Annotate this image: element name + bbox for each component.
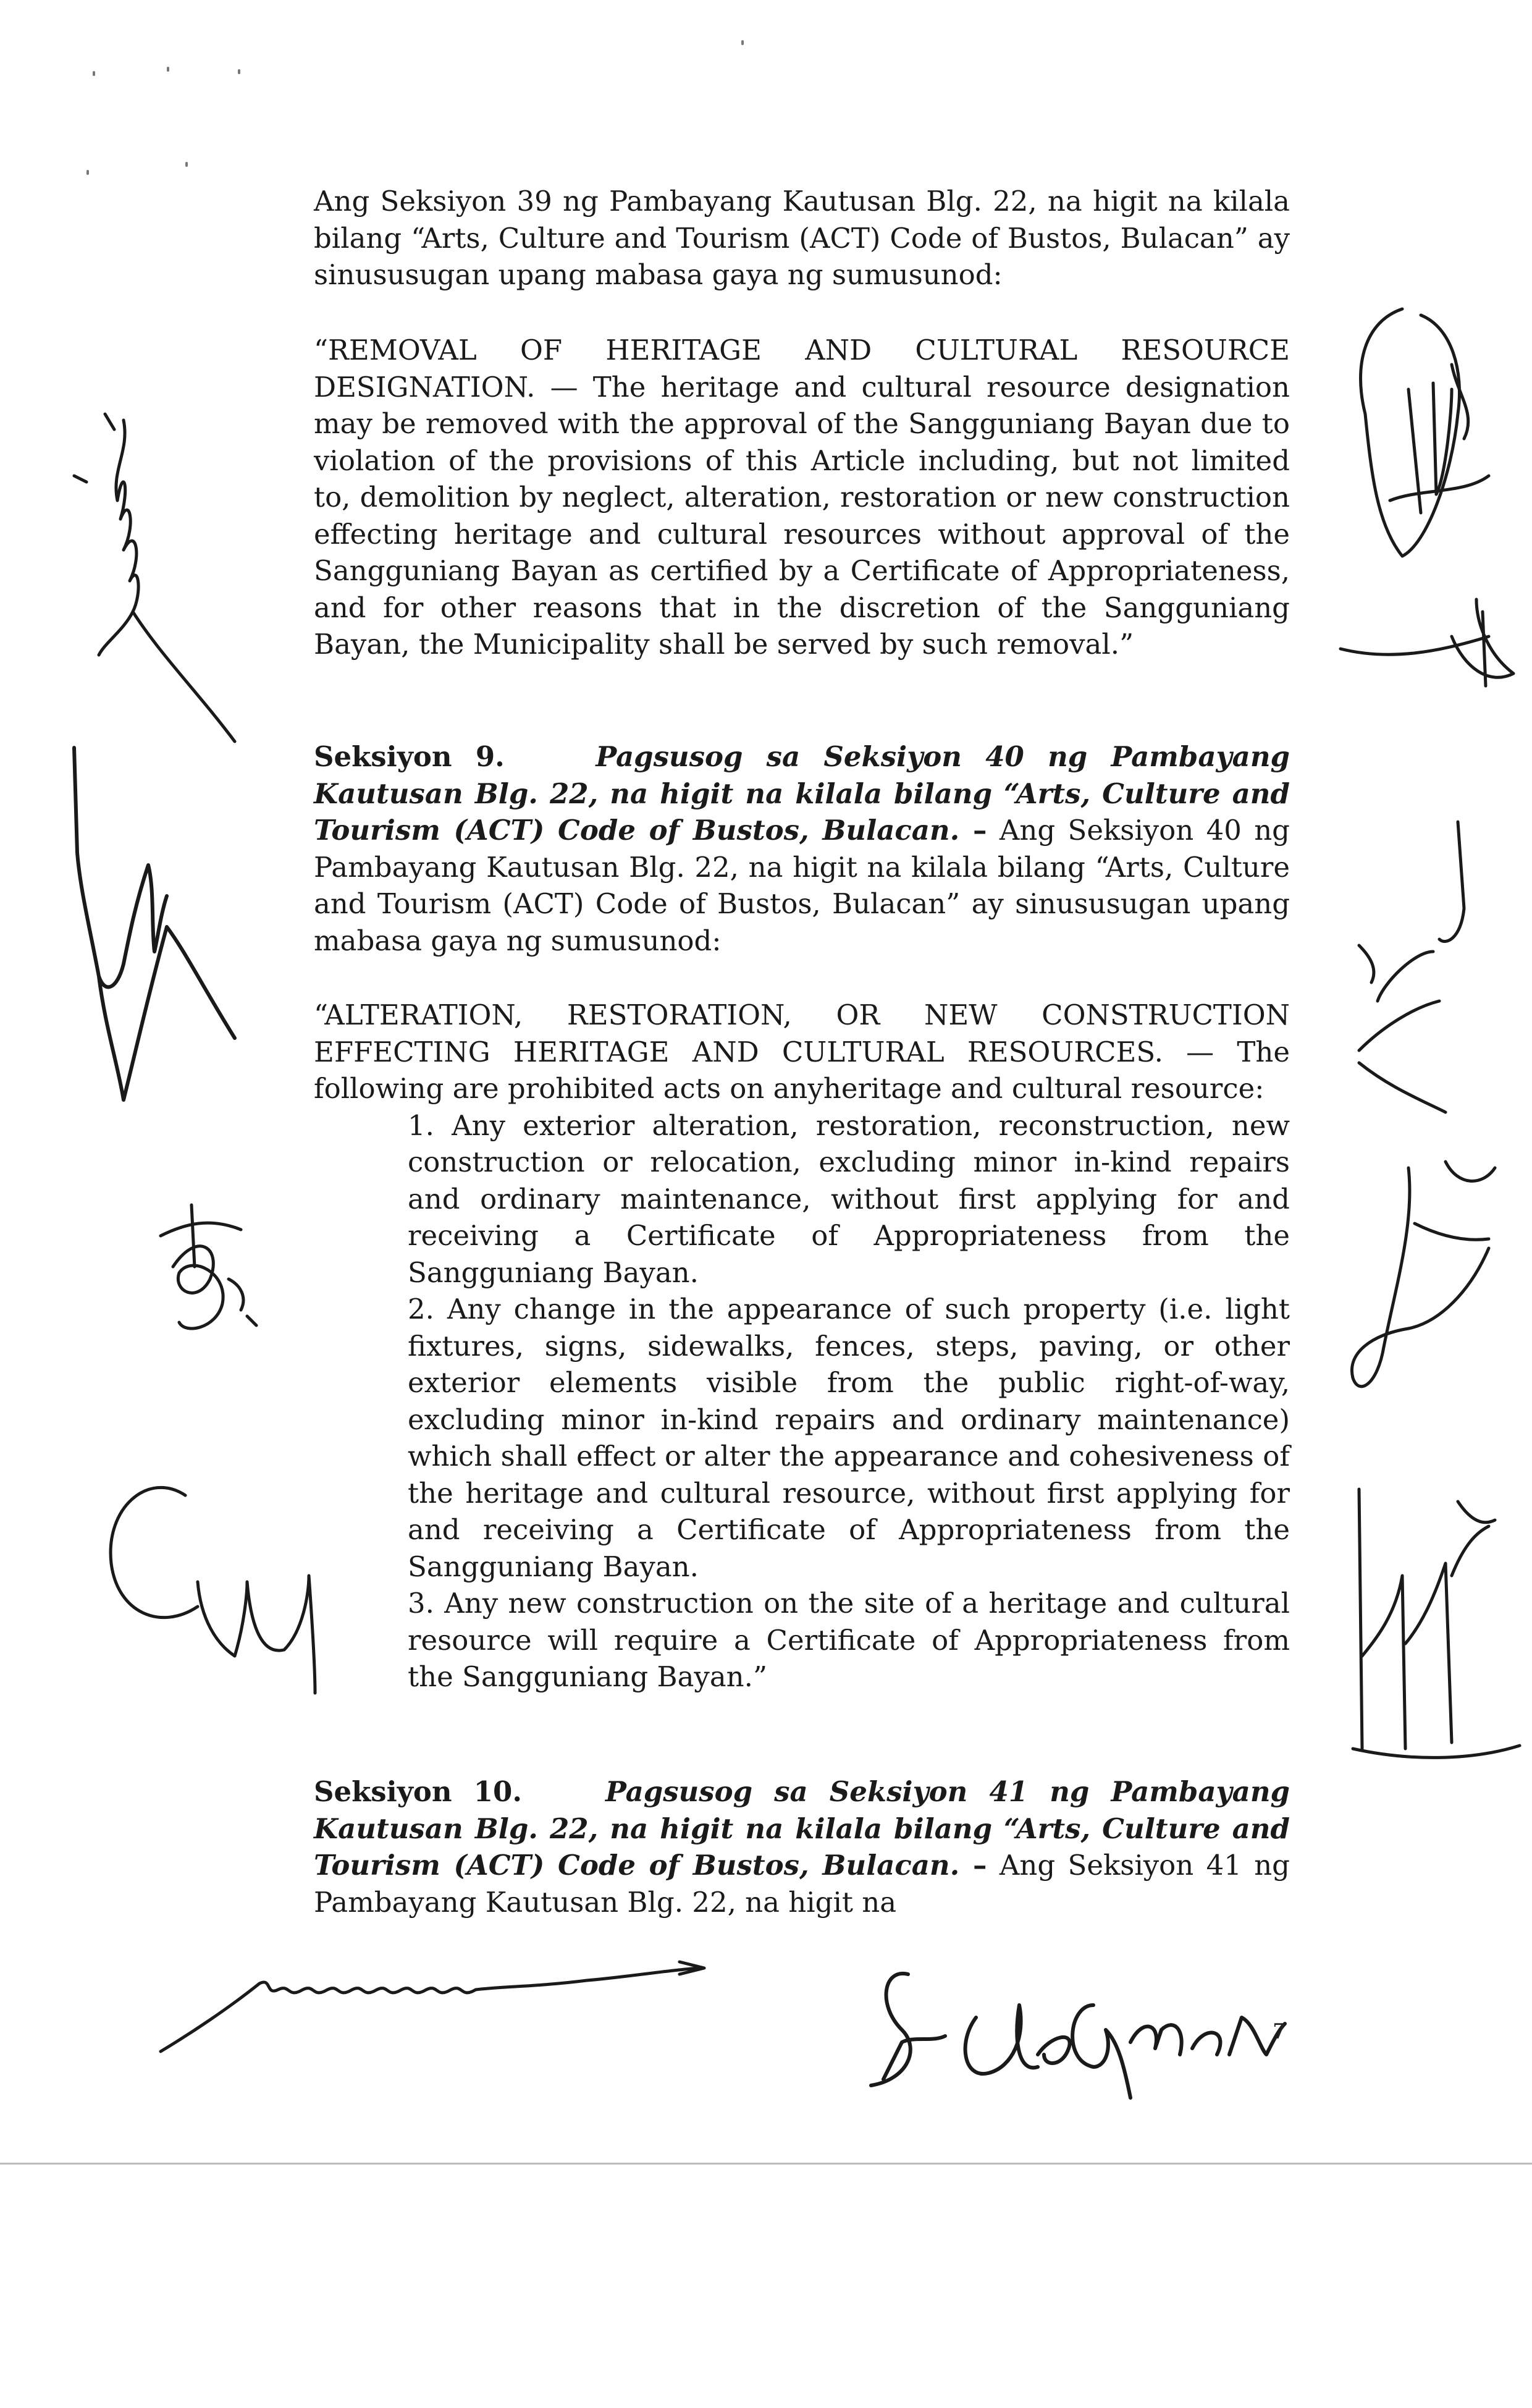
signature-left-1: [37, 395, 247, 754]
intro-paragraph-block: [221, 183, 1290, 294]
signature-right-2: [1322, 803, 1495, 1125]
section9-paragraph: [221, 738, 1290, 959]
scan-speck: [185, 162, 188, 167]
signature-right-1: [1328, 290, 1532, 735]
quote1-block: [221, 332, 1290, 663]
section10-paragraph: [221, 1773, 1290, 1920]
section10-block: [221, 1773, 1290, 1920]
scan-speck: [238, 69, 240, 74]
signature-bottom-wave: [154, 1940, 896, 2064]
section9-body: Ang Seksiyon 40 ng Pambayang Kautusan Blg. 22, na higit na kilala bilang “Arts, Culture and Tourism (ACT) Code of Bustos, Bulacan” ay sinususugan upang mabasa gaya ng sumusunod:: [314, 814, 1290, 957]
scan-speck: [167, 67, 169, 72]
signature-left-2: [62, 729, 241, 1112]
section10-title: Pagsusog sa Seksiyon 41 ng Pambayang Kautusan Blg. 22, na higit na kilala bilang “Arts, Culture and Tourism (ACT) Code of Bustos, Bulacan.: [314, 1775, 1290, 1882]
intro-paragraph: Ang Seksiyon 39 ng Pambayang Kautusan Blg. 22, na higit na kilala bilang “Arts, Culture and Tourism (ACT) Code of Bustos, Bulacan” ay sinususugan upang mabasa gaya ng sumusunod:: [314, 185, 1290, 291]
quote2-lead: “ALTERATION, RESTORATION, OR NEW CONSTRUCTION EFFECTING HERITAGE AND CULTURAL RESOURCES. — The following are prohibited acts on anyheritage and cultural resource:: [314, 999, 1290, 1105]
scan-speck: [86, 170, 89, 175]
quote2-item-3: 3. Any new construction on the site of a heritage and cultural resource will require a Certificate of Appropriateness from the Sangguniang Bayan.”: [408, 1587, 1290, 1693]
quote2-item-2: 2. Any change in the appearance of such property (i.e. light fixtures, signs, sidewalks, fences, steps, paving, or other exterior elements visible from the public right-of-way, excluding minor in-kind repairs and ordinary maintenance) which shall effect or alter the appearance and cohesiveness of the heritage and cultural resource, without first applying for and receiving a Certificate of Appropriateness from the Sangguniang Bayan.: [408, 1293, 1290, 1583]
section9-block: [221, 738, 1290, 959]
scan-margin: [0, 2165, 1532, 2408]
scan-speck: [93, 71, 95, 76]
section10-dash: –: [959, 1849, 987, 1882]
page-number: 7: [1273, 2019, 1286, 2044]
quote2-block: [221, 997, 1290, 1696]
section10-body: Ang Seksiyon 41 ng Pambayang Kautusan Blg. 22, na higit na: [314, 1849, 1290, 1919]
signature-right-3: [1334, 1149, 1520, 1421]
signature-right-4: [1334, 1452, 1520, 1767]
quote2-item-1: 1. Any exterior alteration, restoration, reconstruction, new construction or relocation, excluding minor in-kind repairs and ordinary maintenance, without first applying for and receiving a Certificate of Appropriateness from the Sangguniang Bayan.: [408, 1109, 1290, 1289]
quote1-paragraph: “REMOVAL OF HERITAGE AND CULTURAL RESOURCE DESIGNATION. — The heritage and cultural resource designation may be removed with the approval of the Sangguniang Bayan due to violation of the provisions of this Article including, but not limited to, demolition by neglect, alteration, restoration or new construction effecting heritage and cultural resources without approval of the Sangguniang Bayan as certified by a Certificate of Appropriateness, and for other reasons that in the discretion of the Sangguniang Bayan, the Municipality shall be served by such removal.”: [314, 334, 1290, 661]
signature-bottom-deguzman: [834, 1956, 1310, 2104]
section9-heading: Seksiyon 9.: [314, 740, 505, 773]
section9-dash: –: [959, 814, 987, 847]
section9-title: Pagsusog sa Seksiyon 40 ng Pambayang Kautusan Blg. 22, na higit na kilala bilang “Arts, Culture and Tourism (ACT) Code of Bustos, Bulacan.: [314, 740, 1290, 847]
section10-heading: Seksiyon 10.: [314, 1775, 523, 1808]
scan-speck: [741, 40, 744, 45]
